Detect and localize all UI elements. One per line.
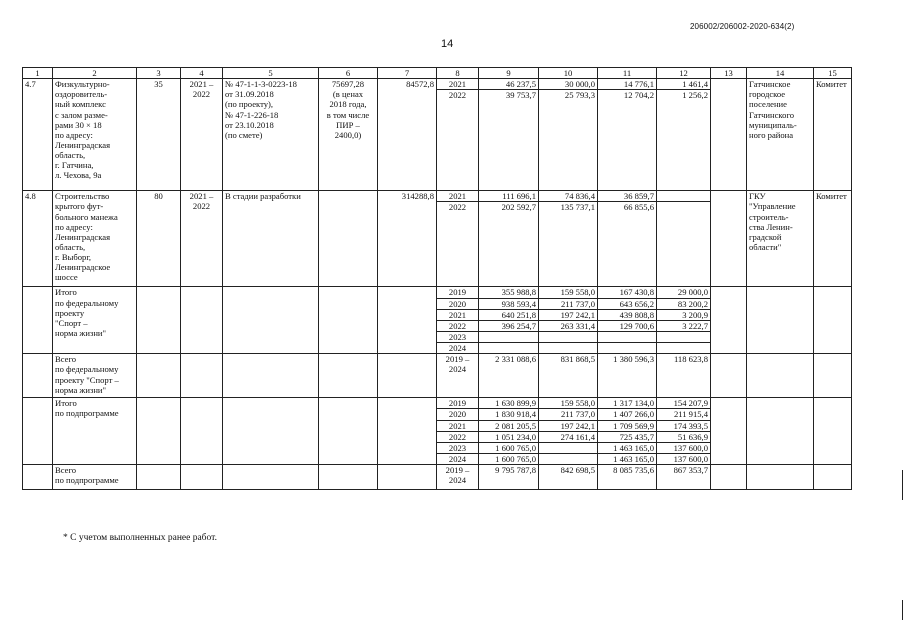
table-body [23, 68, 852, 490]
summary-row [23, 398, 852, 409]
amount-regional: 36 859,7 [598, 191, 657, 202]
object-name-line: Физкультурно- [55, 79, 110, 90]
row-number: 4.8 [23, 191, 53, 287]
amount-federal: 842 698,5 [539, 465, 598, 490]
amount-total: 1 630 899,9 [479, 398, 539, 409]
column-number: 8 [437, 68, 479, 79]
amount-total: 2 081 205,5 [479, 420, 539, 431]
period-line: 2021 – [189, 79, 214, 90]
amount-regional: 1 317 134,0 [598, 398, 657, 409]
empty-cell [137, 354, 181, 398]
amount-regional: 129 700,6 [598, 320, 657, 331]
amount-local: 3 222,7 [657, 320, 711, 331]
year: 2019 [437, 398, 479, 409]
amount-federal: 831 868,5 [539, 354, 598, 398]
recipient-line: городское [749, 89, 786, 100]
amount-total: 46 237,5 [479, 79, 539, 90]
summary-label-line: "Спорт – [55, 317, 88, 328]
amount-regional: 1 380 596,3 [598, 354, 657, 398]
object-name-line: ный комплекс [55, 99, 106, 110]
empty-cell [747, 354, 814, 398]
amount-regional: 12 704,2 [598, 90, 657, 191]
column-number: 11 [598, 68, 657, 79]
amount-federal [539, 442, 598, 453]
table-row [23, 191, 852, 202]
empty-cell [137, 398, 181, 465]
empty-cell [711, 287, 747, 354]
empty-cell [378, 354, 437, 398]
amount-local: 83 200,2 [657, 298, 711, 309]
column-number: 2 [53, 68, 137, 79]
period-line: 2021 – [189, 191, 214, 202]
responsible: Комитет [814, 79, 852, 191]
empty-cell [319, 465, 378, 490]
column-number: 3 [137, 68, 181, 79]
summary-label [53, 354, 137, 398]
year: 2023 [437, 442, 479, 453]
summary-row [23, 465, 852, 490]
amount-local [657, 343, 711, 354]
empty-cell [23, 287, 53, 354]
object-name-line: Ленинградская [55, 231, 111, 242]
amount-regional: 167 430,8 [598, 287, 657, 298]
year-line: 2024 [448, 475, 467, 486]
year-line: 2024 [448, 364, 467, 375]
summary-label-line: проекту [55, 307, 85, 318]
expertise: В стадии разработки [223, 191, 319, 287]
scan-edge-mark [902, 470, 903, 500]
responsible: Комитет [814, 191, 852, 287]
summary-label-line: по подпрограмме [55, 475, 119, 486]
amount-regional: 66 855,6 [598, 202, 657, 287]
recipient-line: Гатчинское [749, 79, 791, 90]
year: 2021 [437, 79, 479, 90]
object-name-line: оздоровитель- [55, 89, 108, 100]
year: 2022 [437, 90, 479, 191]
amount-regional: 439 808,8 [598, 309, 657, 320]
object-name [53, 191, 137, 287]
amount-total: 39 753,7 [479, 90, 539, 191]
object-name [53, 79, 137, 191]
expertise-line: от 23.10.2018 [225, 119, 274, 130]
amount-local: 137 600,0 [657, 453, 711, 464]
object-name-line: г. Гатчина, [55, 160, 94, 171]
empty-cell [319, 354, 378, 398]
summary-label-line: норма жизни" [55, 327, 107, 338]
year: 2021 [437, 420, 479, 431]
summary-label-line: Всего [55, 465, 77, 476]
amount-federal [539, 331, 598, 342]
column-number: 14 [747, 68, 814, 79]
capacity: 80 [137, 191, 181, 287]
column-number-row [23, 68, 852, 79]
summary-label-line: проекту "Спорт – [55, 374, 119, 385]
amount-total: 1 600 765,0 [479, 442, 539, 453]
amount-total: 1 051 234,0 [479, 431, 539, 442]
year [437, 465, 479, 490]
amount-regional: 643 656,2 [598, 298, 657, 309]
empty-cell [223, 465, 319, 490]
amount-local: 1 256,2 [657, 90, 711, 191]
summary-label-line: по федеральному [55, 297, 119, 308]
expertise-line: от 31.09.2018 [225, 89, 274, 100]
empty-cell [319, 398, 378, 465]
amount-total: 396 254,7 [479, 320, 539, 331]
year: 2024 [437, 343, 479, 354]
expertise-line: (по проекту), [225, 99, 274, 110]
object-name-line: г. Выборг, [55, 252, 92, 263]
capacity: 35 [137, 79, 181, 191]
column-number: 4 [181, 68, 223, 79]
empty-cell [181, 287, 223, 354]
empty-cell [181, 354, 223, 398]
footnote: * С учетом выполненных ранее работ. [63, 533, 217, 543]
year: 2023 [437, 331, 479, 342]
amount-federal: 274 161,4 [539, 431, 598, 442]
program-table [22, 67, 852, 490]
recipient [747, 79, 814, 191]
amount-total: 1 830 918,4 [479, 409, 539, 420]
period-line: 2022 [192, 89, 211, 100]
amount-total: 355 988,8 [479, 287, 539, 298]
period-line: 2022 [192, 201, 211, 212]
amount-regional: 1 463 165,0 [598, 442, 657, 453]
period [181, 79, 223, 191]
empty-cell [814, 354, 852, 398]
amount-regional: 1 463 165,0 [598, 453, 657, 464]
amount-regional [598, 343, 657, 354]
amount-federal: 30 000,0 [539, 79, 598, 90]
amount-total: 2 331 088,6 [479, 354, 539, 398]
amount-federal: 159 558,0 [539, 287, 598, 298]
year: 2019 [437, 287, 479, 298]
object-name-line: область, [55, 150, 86, 161]
recipient [747, 191, 814, 287]
amount-total: 1 600 765,0 [479, 453, 539, 464]
amount-regional: 1 709 569,9 [598, 420, 657, 431]
expertise-line: (по смете) [225, 129, 263, 140]
table-row [23, 79, 852, 90]
empty-cell [814, 287, 852, 354]
year-line: 2019 – [445, 465, 470, 476]
amount-regional: 1 407 266,0 [598, 409, 657, 420]
year: 2024 [437, 453, 479, 464]
object-name-line: по адресу: [55, 221, 93, 232]
recipient-line: ства Ленин- [749, 221, 793, 232]
empty-cell [747, 398, 814, 465]
amount-federal: 135 737,1 [539, 202, 598, 287]
column-number: 7 [378, 68, 437, 79]
amount-local: 867 353,7 [657, 465, 711, 490]
object-name-line: Строительство [55, 191, 110, 202]
recipient-line: ного района [749, 129, 794, 140]
amount-federal: 197 242,1 [539, 420, 598, 431]
empty-cell [23, 398, 53, 465]
amount-total: 9 795 787,8 [479, 465, 539, 490]
column-number: 12 [657, 68, 711, 79]
object-name-line: по адресу: [55, 129, 93, 140]
summary-row [23, 354, 852, 398]
empty-cell [747, 465, 814, 490]
amount-local: 29 000,0 [657, 287, 711, 298]
amount-local: 174 393,5 [657, 420, 711, 431]
summary-label [53, 398, 137, 465]
row-number: 4.7 [23, 79, 53, 191]
estimate-cost-line: 75697,28 [331, 79, 365, 90]
empty-cell [378, 287, 437, 354]
summary-label-line: Всего [55, 354, 77, 365]
amount-local: 154 207,9 [657, 398, 711, 409]
summary-row [23, 287, 852, 298]
amount-federal: 263 331,4 [539, 320, 598, 331]
empty-cell [137, 465, 181, 490]
amount-total [479, 331, 539, 342]
recipient-line: области" [749, 241, 782, 252]
recipient-line: Гатчинского [749, 109, 795, 120]
amount-federal: 211 737,0 [539, 298, 598, 309]
object-name-line: шоссе [55, 272, 78, 283]
empty-cell [814, 465, 852, 490]
recipient-line: поселение [749, 99, 787, 110]
amount-federal [539, 343, 598, 354]
column-number: 15 [814, 68, 852, 79]
estimate-cost [319, 79, 378, 191]
amount-federal [539, 453, 598, 464]
amount-federal: 74 836,4 [539, 191, 598, 202]
amount-federal: 197 242,1 [539, 309, 598, 320]
estimate-cost-line: ПИР – [336, 119, 360, 130]
amount-local: 3 200,9 [657, 309, 711, 320]
amount-local: 211 915,4 [657, 409, 711, 420]
amount-other [711, 191, 747, 287]
empty-cell [223, 287, 319, 354]
amount-total [479, 343, 539, 354]
object-name-line: л. Чехова, 9а [55, 170, 102, 181]
summary-label-line: Итого [55, 287, 77, 298]
amount-regional: 8 085 735,6 [598, 465, 657, 490]
year: 2022 [437, 202, 479, 287]
summary-label-line: норма жизни" [55, 384, 107, 395]
year: 2021 [437, 191, 479, 202]
year: 2020 [437, 298, 479, 309]
empty-cell [747, 287, 814, 354]
empty-cell [711, 465, 747, 490]
amount-total: 938 593,4 [479, 298, 539, 309]
amount-total: 111 696,1 [479, 191, 539, 202]
expertise-line: № 47-1-1-3-0223-18 [225, 79, 297, 90]
summary-label [53, 287, 137, 354]
column-number: 1 [23, 68, 53, 79]
summary-label-line: Итого [55, 398, 77, 409]
empty-cell [181, 398, 223, 465]
empty-cell [711, 398, 747, 465]
document-number: 206002/206002-2020-634(2) [690, 22, 795, 31]
year: 2021 [437, 309, 479, 320]
amount-total: 202 592,7 [479, 202, 539, 287]
summary-label [53, 465, 137, 490]
recipient-line: муниципаль- [749, 119, 797, 130]
total-cost: 314288,8 [378, 191, 437, 287]
object-name-line: с залом разме- [55, 109, 108, 120]
amount-federal: 159 558,0 [539, 398, 598, 409]
object-name-line: Ленинградская [55, 139, 111, 150]
amount-local: 1 461,4 [657, 79, 711, 90]
empty-cell [223, 398, 319, 465]
recipient-line: ГКУ [749, 191, 766, 202]
estimate-cost-line: (в ценах [332, 89, 364, 100]
empty-cell [711, 354, 747, 398]
amount-total: 640 251,8 [479, 309, 539, 320]
year: 2022 [437, 320, 479, 331]
amount-federal: 211 737,0 [539, 409, 598, 420]
empty-cell [814, 398, 852, 465]
object-name-line: больного манежа [55, 211, 118, 222]
empty-cell [23, 354, 53, 398]
recipient-line: градской [749, 231, 782, 242]
amount-local: 51 636,9 [657, 431, 711, 442]
empty-cell [319, 287, 378, 354]
object-name-line: крытого фут- [55, 201, 104, 212]
object-name-line: рами 30 × 18 [55, 119, 102, 130]
year: 2020 [437, 409, 479, 420]
amount-local [657, 202, 711, 287]
amount-local: 118 623,8 [657, 354, 711, 398]
empty-cell [23, 465, 53, 490]
column-number: 10 [539, 68, 598, 79]
object-name-line: Ленинградское [55, 262, 111, 273]
amount-local [657, 191, 711, 202]
period [181, 191, 223, 287]
estimate-cost-line: 2400,0) [334, 129, 362, 140]
recipient-line: строитель- [749, 211, 789, 222]
summary-label-line: по подпрограмме [55, 408, 119, 419]
amount-local [657, 331, 711, 342]
expertise [223, 79, 319, 191]
column-number: 6 [319, 68, 378, 79]
year-line: 2019 – [445, 354, 470, 365]
total-cost: 84572,8 [378, 79, 437, 191]
object-name-line: область, [55, 241, 86, 252]
recipient-line: "Управление [749, 201, 796, 212]
amount-regional [598, 331, 657, 342]
amount-other [711, 79, 747, 191]
scan-edge-mark [902, 600, 903, 620]
empty-cell [378, 398, 437, 465]
summary-label-line: по федеральному [55, 364, 119, 375]
empty-cell [181, 465, 223, 490]
estimate-cost-line: 2018 года, [329, 99, 367, 110]
estimate-cost-line: в том числе [326, 109, 370, 120]
amount-federal: 25 793,3 [539, 90, 598, 191]
expertise-line: № 47-1-226-18 [225, 109, 279, 120]
year: 2022 [437, 431, 479, 442]
column-number: 13 [711, 68, 747, 79]
empty-cell [137, 287, 181, 354]
estimate-cost [319, 191, 378, 287]
column-number: 5 [223, 68, 319, 79]
column-number: 9 [479, 68, 539, 79]
page-number: 14 [441, 38, 454, 50]
empty-cell [378, 465, 437, 490]
empty-cell [223, 354, 319, 398]
amount-regional: 14 776,1 [598, 79, 657, 90]
year [437, 354, 479, 398]
amount-regional: 725 435,7 [598, 431, 657, 442]
amount-local: 137 600,0 [657, 442, 711, 453]
